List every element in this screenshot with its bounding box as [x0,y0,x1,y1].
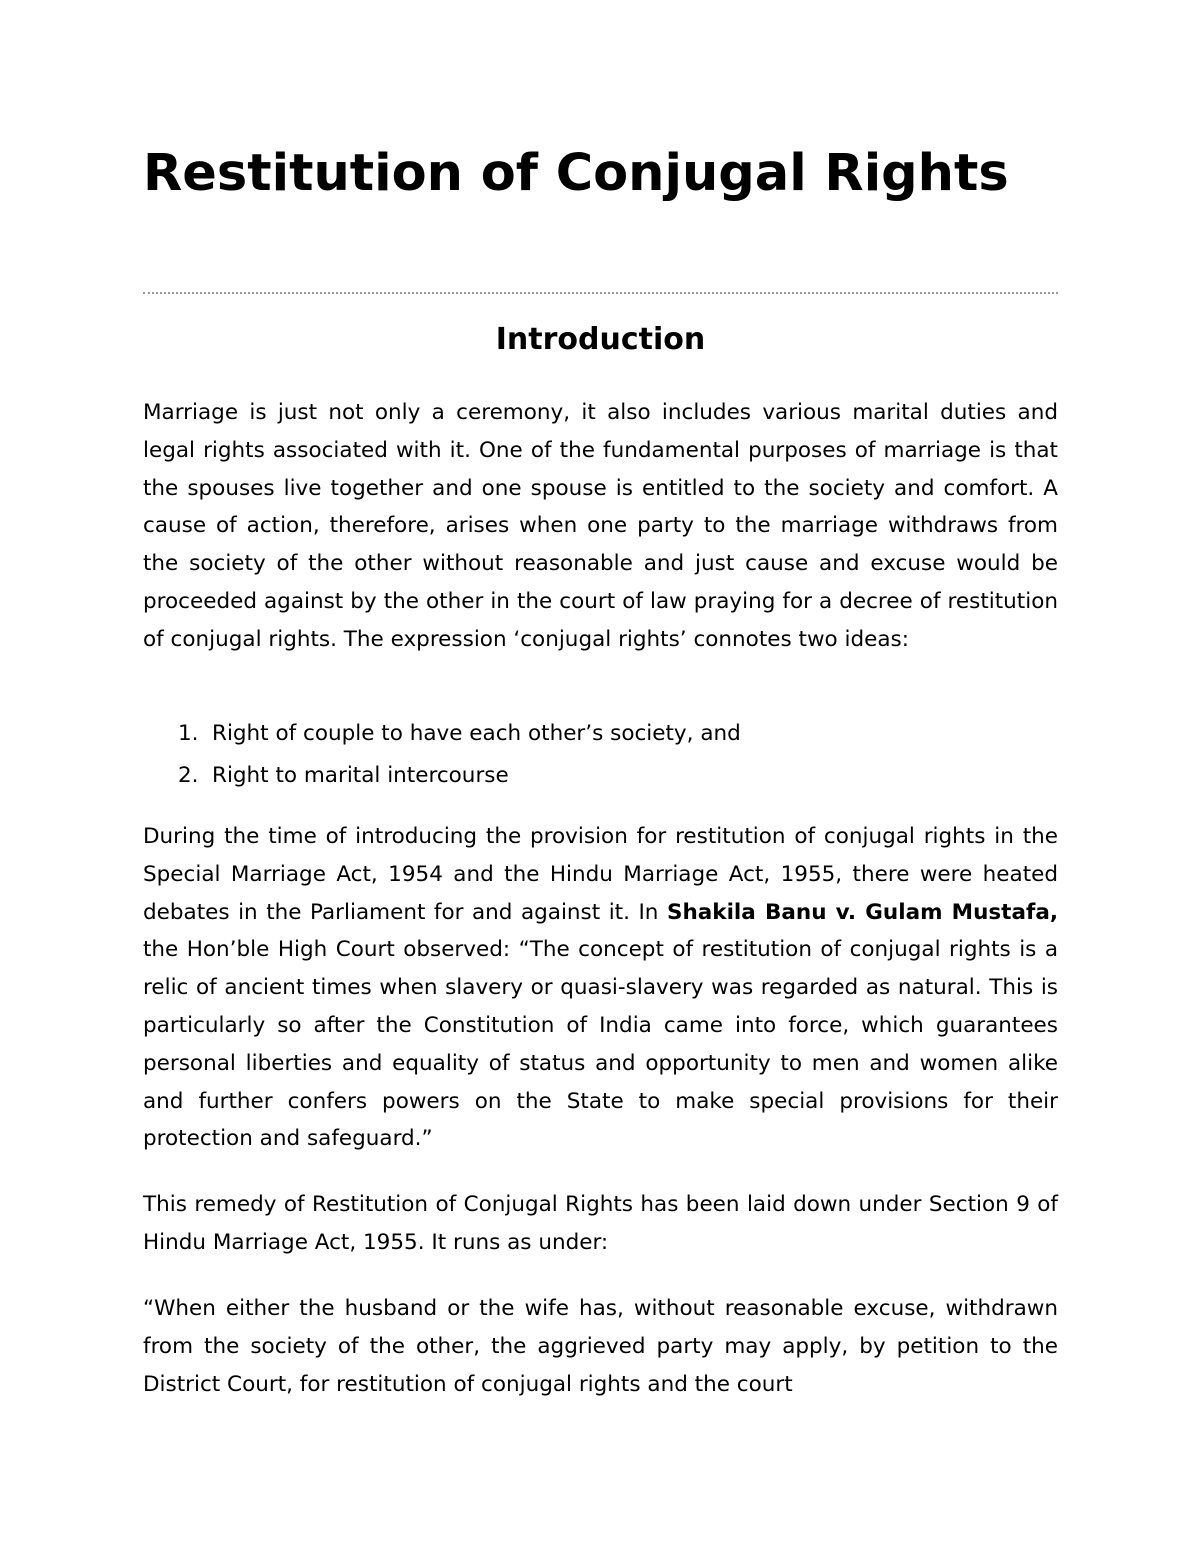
list-item [143,755,1058,797]
section-9-quote-paragraph: “When either the husband or the wife has, without reasonable excuse, withdrawn from the society of the other, the aggrieved party may apply, by petition to the District Court, for restitution of conjugal rights and the court [143,1296,1058,1397]
debates-paragraph [143,818,1058,1158]
list-item-number: 1. [178,721,199,746]
document-title: Restitution of Conjugal Rights [143,144,1009,203]
case-name: Shakila Banu v. Gulam Mustafa, [666,899,1058,925]
debates-text-before-case: During the time of introducing the provision for restitution of conjugal rights in the Special Marriage Act, 1954 and the Hindu Marriage Act, 1955, there were heated debates in the Parliament for and against it. In [143,824,1058,925]
list-item-text: Right to marital intercourse [212,763,509,788]
intro-paragraph: Marriage is just not only a ceremony, it also includes various marital duties and legal rights associated with it. One of the fundamental purposes of marriage is that the spouses live together and one spouse is entitled to the society and comfort. A cause of action, therefore, arises when one party to the marriage withdraws from the society of the other without reasonable and just cause and excuse would be proceeded against by the other in the court of law praying for a decree of restitution of conjugal rights. The expression ‘conjugal rights’ connotes two ideas: [143,400,1058,652]
conjugal-rights-ideas-list [143,713,1058,797]
list-item [143,713,1058,755]
title-divider [143,292,1058,294]
list-item-text: Right of couple to have each other’s society, and [212,721,741,746]
remedy-paragraph: This remedy of Restitution of Conjugal Rights has been laid down under Section 9 of Hindu Marriage Act, 1955. It runs as under: [143,1192,1058,1255]
debates-text-after-case: the Hon’ble High Court observed: “The concept of restitution of conjugal rights is a relic of ancient times when slavery or quasi-slavery was regarded as natural. This is particularly so after the Constitution of India came into force, which guarantees personal liberties and equality of status and opportunity to men and women alike and further confers powers on the State to make special provisions for their protection and safeguard.” [143,937,1058,1152]
list-item-number: 2. [178,763,199,788]
section-heading-introduction: Introduction [495,322,706,357]
